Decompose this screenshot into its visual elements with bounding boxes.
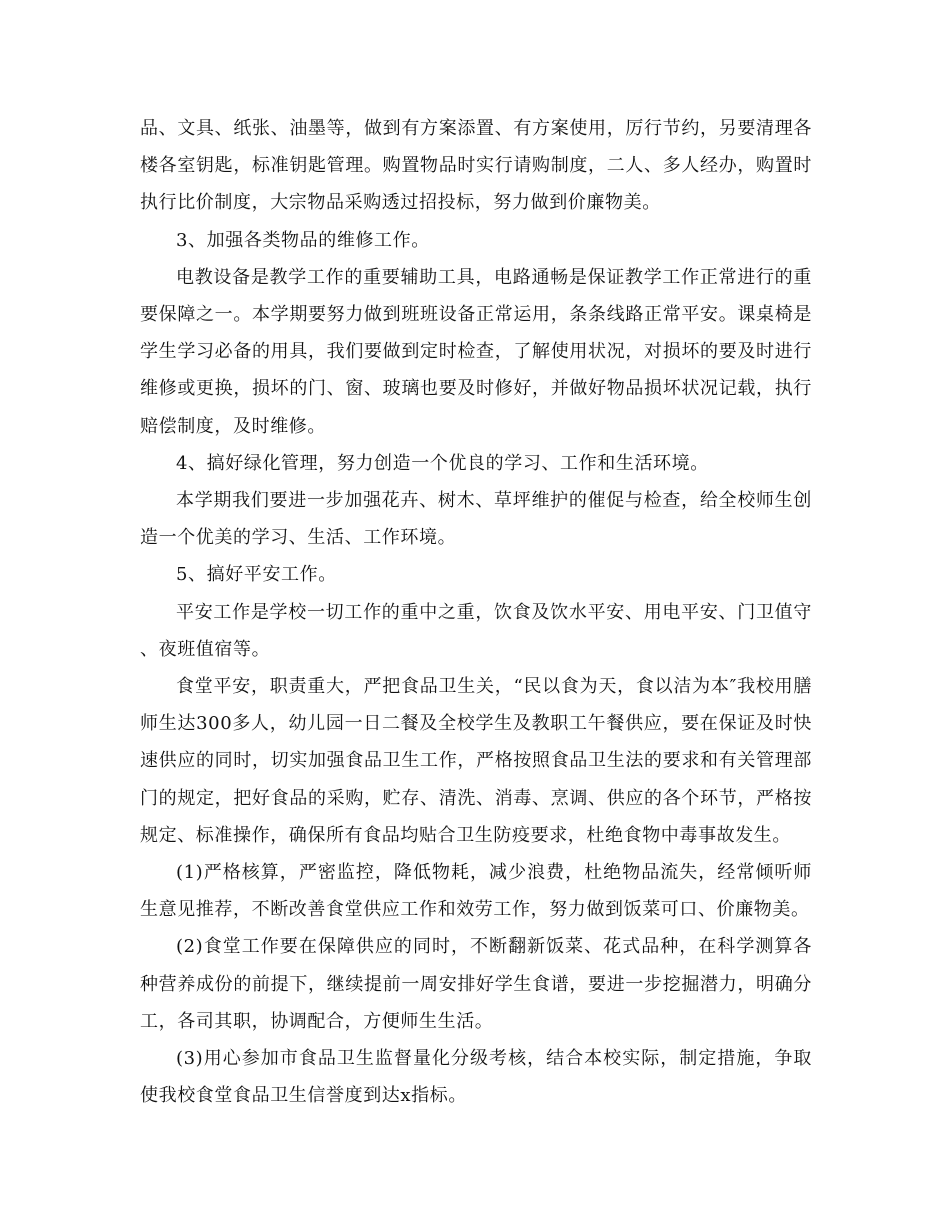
list-item-3: (3)用心参加市食品卫生监督量化分级考核，结合本校实际，制定措施，争取使我校食堂食品卫生信誉度到达x指标。 [140,1048,812,1107]
heading-item-3-maintenance: 3、加强各类物品的维修工作。 [176,229,430,251]
list-item-2: (2)食堂工作要在保障供应的同时，不断翻新饭菜、花式品种，在科学测算各种营养成份的前提下，继续提前一周安排好学生食谱，要进一步挖掘潜力，明确分工，各司其职，协调配合，方便师生生活。 [140,936,812,1032]
paragraph-maintenance: 电教设备是教学工作的重要辅助工具，电路通畅是保证教学工作正常进行的重要保障之一。本学期要努力做到班班设备正常运用，条条线路正常平安。课桌椅是学生学习必备的用具，我们要做到定时检查，了解使用状况，对损坏的要及时进行维修或更换，损坏的门、窗、玻璃也要及时修好，并做好物品损坏状况记载，执行赔偿制度，及时维修。 [140,266,812,437]
heading-item-5-safety: 5、搞好平安工作。 [176,564,337,586]
paragraph-greening: 本学期我们要进一步加强花卉、树木、草坪维护的催促与检查，给全校师生创造一个优美的学习、生活、工作环境。 [140,490,812,549]
paragraph-safety: 平安工作是学校一切工作的重中之重，饮食及饮水平安、用电平安、门卫值守、夜班值宿等。 [140,601,812,660]
list-item-1: (1)严格核算，严密监控，降低物耗，减少浪费，杜绝物品流失，经常倾听师生意见推荐，不断改善食堂供应工作和效劳工作，努力做到饭菜可口、价廉物美。 [140,862,812,921]
heading-item-4-greening: 4、搞好绿化管理，努力创造一个优良的学习、工作和生活环境。 [176,452,709,474]
paragraph-canteen-safety: 食堂平安，职责重大，严把食品卫生关，“民以食为天，食以洁为本″我校用膳师生达300多人，幼儿园一日二餐及全校学生及教职工午餐供应，要在保证及时快速供应的同时，切实加强食品卫生工作，严格按照食品卫生法的要求和有关管理部门的规定，把好食品的采购，贮存、清洗、消毒、烹调、供应的各个环节，严格按规定、标准操作，确保所有食品均贴合卫生防疫要求，杜绝食物中毒事故发生。 [140,676,812,846]
paragraph-continuation: 品、文具、纸张、油墨等，做到有方案添置、有方案使用，厉行节约，另要清理各楼各室钥匙，标准钥匙管理。购置物品时实行请购制度，二人、多人经办，购置时执行比价制度，大宗物品采购透过招投标，努力做到价廉物美。 [140,118,812,214]
document-body [140,110,812,1114]
